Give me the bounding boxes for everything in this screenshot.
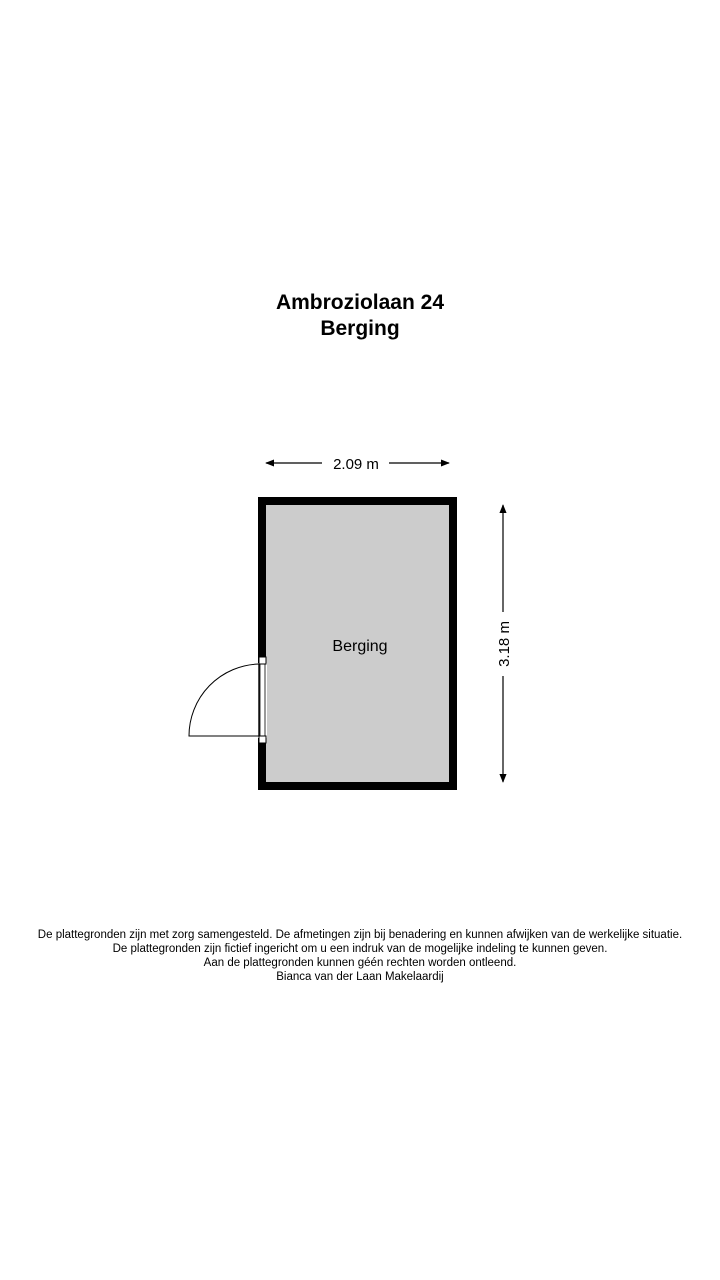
disclaimer-line: De plattegronden zijn fictief ingericht om u een indruk van de mogelijke indeling te kunnen geven.	[112, 943, 608, 955]
agency-name: Bianca van der Laan Makelaardij	[276, 971, 444, 983]
door-jamb-top	[259, 657, 266, 664]
disclaimer-line: Aan de plattegronden kunnen géén rechten worden ontleend.	[203, 957, 517, 969]
height-dimension-label: 3.18 m	[496, 621, 513, 667]
disclaimer-line: De plattegronden zijn met zorg samengesteld. De afmetingen zijn bij benadering en kunnen afwijken van de werkelijke situatie.	[37, 929, 683, 941]
door-jamb-bottom	[259, 736, 266, 743]
door-swing-arc	[189, 664, 259, 736]
room-label: Berging	[332, 638, 388, 655]
width-dimension-label: 2.09 m	[333, 456, 379, 473]
disclaimer	[0, 928, 720, 984]
address-title: Ambroziolaan 24	[275, 291, 445, 314]
floor-title: Berging	[320, 317, 400, 340]
